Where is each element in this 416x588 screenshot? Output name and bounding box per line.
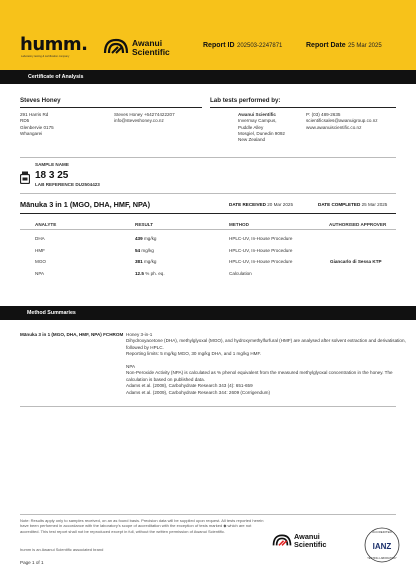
- report-id-label: Report ID: [203, 42, 235, 49]
- method-summaries-title: Method Summaries: [27, 310, 76, 316]
- certificate-title: Certificate of Analysis: [28, 74, 84, 80]
- iac-accreditation-seal: [362, 524, 402, 566]
- sample-name-label: SAMPLE NAME: [35, 162, 69, 167]
- col-method: METHOD: [229, 222, 249, 227]
- lab-contact: P: (03) 489-2635 scientificsales@awanuigroup.co.nz www.awanuiscientific.co.nz: [306, 112, 378, 130]
- report-date-value: 25 Mar 2025: [348, 43, 382, 49]
- associated-brand-note: humm is an Awanui Scientific associated brand: [20, 547, 104, 552]
- client-contact: Steves Honey +64274422207 info@steveshoney.co.nz: [114, 112, 175, 124]
- awanui-name: Awanui Scientific: [132, 38, 170, 57]
- accreditation-mark-text: IANZ: [372, 542, 392, 551]
- client-divider: [20, 107, 202, 108]
- method-cell: HPLC-UV, In-House Procedure: [229, 236, 293, 241]
- client-address: 291 Harris Rd RD5 Glenbervie 0175 Whangarei: [20, 112, 54, 136]
- col-result: RESULT: [135, 222, 154, 227]
- lab-reference: LAB REFERENCE DU2504423: [35, 182, 100, 187]
- humm-tagline: Laboratory testing & certification company: [21, 55, 70, 58]
- footer-note: Note: Results apply only to samples received, on an as found basis. Precision data will be supplied upon request. All tests reported herein have been performed in accordance with the laboratory's scope of accreditation with the exception of tests marked ◆ which are not accredited. This test report shall not be reproduced except in full, without the written permission of Awanui Scientific.: [20, 518, 264, 534]
- date-received: DATE RECEIVED 20 Mar 2025: [229, 202, 294, 207]
- lab-address: Awanui Scientific Invermay Campus, Puddle Alley Mosgiel, Dunedin 9092 New Zealand: [238, 112, 285, 143]
- method-cell: Calculation: [229, 271, 252, 276]
- sample-divider: [20, 157, 396, 158]
- client-name: Steves Honey: [20, 97, 61, 104]
- lab-title: Lab tests performed by:: [210, 97, 281, 104]
- method-name: Mānuka 3 in 1 (MGO, DHA, HMF, NPA) FCHROM: [20, 332, 124, 337]
- footer-divider: [20, 514, 396, 515]
- result-cell: 12.5 % ph. eq.: [135, 271, 165, 276]
- analyte-cell: DHA: [35, 236, 45, 241]
- result-cell: 439 mg/kg: [135, 236, 157, 241]
- col-approver: AUTHORISED APPROVER: [329, 222, 387, 227]
- analyte-cell: NPA: [35, 271, 45, 276]
- honey-jar-icon: [20, 171, 30, 184]
- report-id-value: 202503-2247871: [237, 43, 283, 49]
- method-description: Honey 3-in-1 Dihydroxyacetone (DHA), methylglyoxal (MGO), and hydroxymethylfurfural (HMF) are analysed after solvent extraction and derivatisation, followed by HPLC. Reporting limits: 5 mg/kg MGO, 30 mg/kg DHA, and 1 mg/kg HMF. NPA Non-Peroxide Activity (NPA) is calculated as % phenol equivalent from the measured methylglyoxal concentration in the honey. The calculation is based on published data. Adams et al. (2008), Carbohydrate Research 343 (4): 651-659 Adams et al. (2009), Carbohydrate Research 344: 2609 (Corrigendum): [126, 332, 406, 395]
- humm-logo: humm.: [20, 34, 88, 55]
- method-cell: HPLC-UV, In-House Procedure: [229, 259, 293, 264]
- product-title: Mānuka 3 in 1 (MGO, DHA, HMF, NPA): [20, 200, 151, 209]
- analyte-cell: HMF: [35, 248, 45, 253]
- method-cell: HPLC-UV, In-House Procedure: [229, 248, 293, 253]
- lab-divider: [210, 107, 396, 108]
- report-header: [0, 0, 416, 70]
- analyte-cell: MGO: [35, 259, 46, 264]
- page-number: Page 1 of 1: [20, 560, 44, 565]
- awanui-footer-name: Awanui Scientific: [294, 532, 327, 549]
- date-completed: DATE COMPLETED 25 Mar 2025: [318, 202, 388, 207]
- sample-name-value: 18 3 25: [35, 170, 69, 181]
- method-divider: [20, 406, 396, 407]
- col-analyte: ANALYTE: [35, 222, 57, 227]
- result-cell: 54 mg/kg: [135, 248, 154, 253]
- accreditation-top-text: ACCREDITED: [372, 530, 392, 534]
- awanui-footer-logo-icon: [272, 533, 292, 547]
- table-header-divider: [20, 229, 396, 230]
- awanui-logo-icon: [103, 38, 129, 54]
- method-summaries-bar: [0, 306, 416, 320]
- accreditation-bottom-text: TESTING LABORATORY: [367, 557, 397, 560]
- authorised-approver: Giancarlo di Sessa KTP: [330, 259, 382, 264]
- result-cell: 381 mg/kg: [135, 259, 157, 264]
- product-divider-top: [20, 193, 396, 194]
- product-divider: [20, 213, 396, 214]
- report-date-label: Report Date: [306, 42, 346, 49]
- certificate-bar: [0, 70, 416, 84]
